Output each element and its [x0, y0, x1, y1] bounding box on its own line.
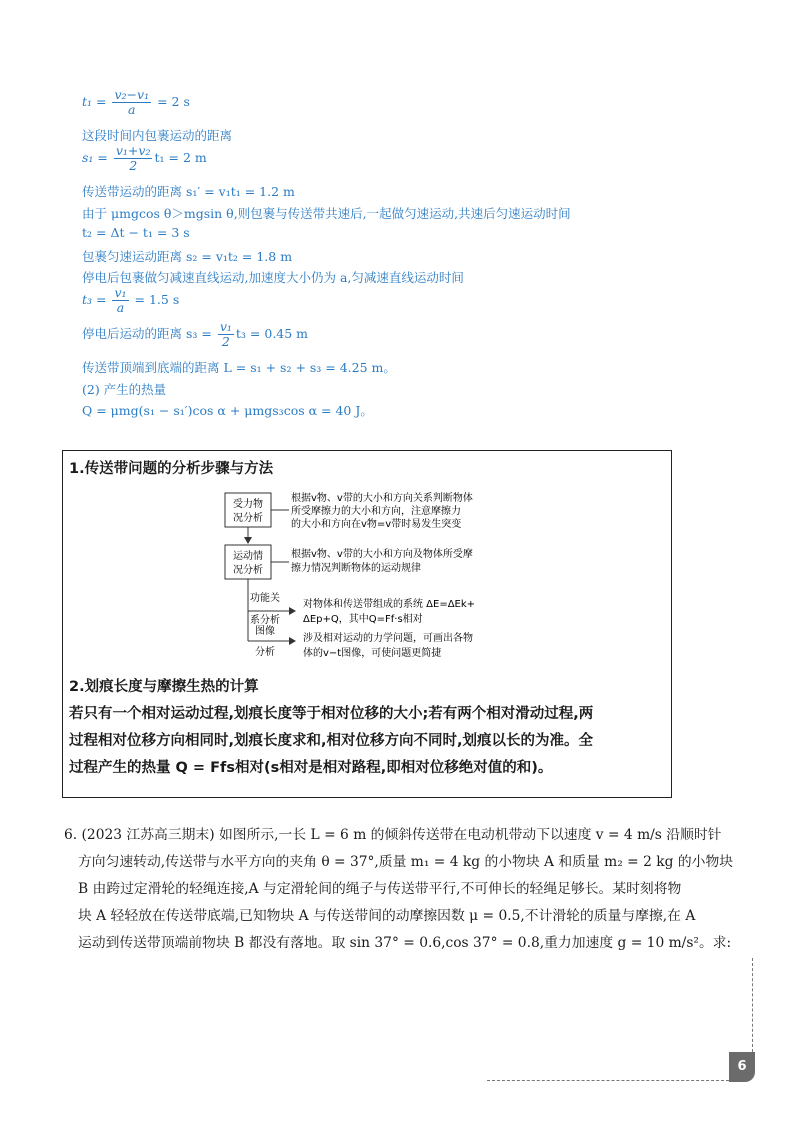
question-6	[64, 822, 744, 957]
s1-rhs: t₁ = 2 m	[154, 150, 207, 165]
page-corner-dash-horizontal	[487, 1080, 729, 1081]
s1-equation	[82, 144, 207, 173]
solution-line-7: 包裹匀速运动距离 s₂ = v₁t₂ = 1.8 m	[82, 249, 293, 264]
scratch-heat-body	[69, 701, 667, 782]
t1-equation	[82, 88, 190, 117]
question-line-2: 方向匀速转动,传送带与水平方向的夹角 θ = 37°,质量 m₁ = 4 kg 的小物块 A 和质量 m₂ = 2 kg 的小物块	[78, 854, 734, 870]
flow-desc-4b: 体的v−t图像，可使问题更简捷	[303, 648, 442, 659]
flow-node-force-line1: 受力物	[233, 499, 263, 510]
flow-node-motion-line2: 况分析	[233, 565, 263, 576]
t1-rhs: = 2 s	[153, 94, 190, 109]
s3-numerator: v₁	[219, 319, 232, 334]
s3-rhs: t₃ = 0.45 m	[235, 326, 309, 341]
flow-node-motion-line1: 运动情	[233, 551, 263, 562]
flowchart	[223, 491, 663, 691]
t3-numerator: v₁	[114, 285, 127, 300]
body-line-1: 若只有一个相对运动过程,划痕长度等于相对位移的大小;若有两个相对滑动过程,两	[69, 706, 594, 722]
flow-desc-1a: 根据v物、v带的大小和方向关系判断物体	[291, 493, 473, 504]
t1-denominator: a	[128, 102, 136, 117]
heading-analysis-steps: 1.传送带问题的分析步骤与方法	[69, 461, 274, 477]
flow-desc-3b: ΔEp+Q，其中Q=Ff·s相对	[303, 614, 423, 625]
t3-rhs: = 1.5 s	[130, 292, 180, 307]
question-line-5: 运动到传送带顶端前物块 B 都没有落地。取 sin 37° = 0.6,cos 37° = 0.8,重力加速度 g = 10 m/s²。求:	[78, 935, 732, 951]
solution-line-2: 这段时间内包裹运动的距离	[82, 128, 233, 143]
s3-fraction	[218, 320, 234, 349]
flow-branch-graph-line2: 分析	[255, 647, 275, 658]
question-line-1: 6. (2023 江苏高三期末) 如图所示,一长 L = 6 m 的倾斜传送带在电动机带动下以速度 v = 4 m/s 沿顺时针	[64, 827, 722, 843]
flow-branch-graph-line1: 图像	[255, 626, 275, 637]
page-number: 6	[729, 1052, 755, 1082]
solution-line-12: (2) 产生的热量	[82, 382, 167, 397]
solution-line-8: 停电后包裹做匀减速直线运动,加速度大小仍为 a,匀减速直线运动时间	[82, 270, 464, 285]
t3-fraction	[112, 286, 128, 315]
solution-line-4: 传送带运动的距离 s₁′ = v₁t₁ = 1.2 m	[82, 184, 295, 199]
s3-equation	[82, 320, 308, 349]
body-line-3: 过程产生的热量 Q = Ffs相对(s相对是相对路程,即相对位移绝对值的和)。	[69, 760, 553, 776]
t1-numerator: v₂−v₁	[114, 87, 150, 102]
s3-lhs: 停电后运动的距离 s₃ =	[82, 326, 216, 341]
s1-denominator: 2	[129, 158, 138, 173]
s1-fraction	[114, 144, 153, 173]
flow-desc-1c: 的大小和方向在v物=v带时易发生突变	[291, 519, 462, 530]
heading-scratch-heat: 2.划痕长度与摩擦生热的计算	[69, 679, 259, 695]
flow-branch-energy-arrowhead	[289, 607, 296, 615]
t3-equation	[82, 286, 179, 315]
flow-desc-1b: 所受摩擦力的大小和方向，注意摩擦力	[291, 506, 461, 517]
flow-branch-energy-line1: 功能关	[250, 593, 280, 604]
solution-line-5: 由于 μmgcos θ＞mgsin θ,则包裹与传送带共速后,一起做匀速运动,共速后匀速运动时间	[82, 206, 571, 221]
solution-line-13: Q = μmg(s₁ − s₁′)cos α + μmgs₃cos α = 40 J。	[82, 403, 373, 418]
t1-lhs: t₁ =	[82, 94, 111, 109]
flow-desc-2a: 根据v物、v带的大小和方向及物体所受摩	[291, 549, 473, 560]
solution-line-6: t₂ = Δt − t₁ = 3 s	[82, 225, 190, 240]
s1-numerator: v₁+v₂	[115, 143, 151, 158]
flow-desc-4a: 涉及相对运动的力学问题，可画出各物	[303, 633, 473, 644]
flow-desc-2b: 擦力情况判断物体的运动规律	[291, 563, 421, 574]
flow-arrowhead-down	[244, 537, 252, 544]
flow-node-force-line2: 况分析	[233, 513, 263, 524]
t1-fraction	[112, 88, 151, 117]
flow-branch-graph-arrowhead	[289, 637, 296, 645]
body-line-2: 过程相对位移方向相同时,划痕长度求和,相对位移方向不同时,划痕以长的为准。全	[69, 733, 594, 749]
question-line-4: 块 A 轻轻放在传送带底端,已知物块 A 与传送带间的动摩擦因数 μ = 0.5,不计滑轮的质量与摩擦,在 A	[78, 908, 696, 924]
page-corner-dash-vertical	[752, 958, 753, 1052]
t3-denominator: a	[116, 300, 125, 315]
flow-desc-3a: 对物体和传送带组成的系统 ΔE=ΔEk+	[303, 599, 476, 610]
t3-lhs: t₃ =	[82, 292, 111, 307]
s1-lhs: s₁ =	[82, 150, 112, 165]
method-summary-box	[62, 450, 672, 798]
question-line-3: B 由跨过定滑轮的轻绳连接,A 与定滑轮间的绳子与传送带平行,不可伸长的轻绳足够长。某时刻将物	[78, 881, 682, 897]
flow-branch-energy-line2: 系分析	[250, 615, 280, 626]
solution-line-11: 传送带顶端到底端的距离 L = s₁ + s₂ + s₃ = 4.25 m。	[82, 360, 396, 375]
s3-denominator: 2	[221, 334, 230, 349]
